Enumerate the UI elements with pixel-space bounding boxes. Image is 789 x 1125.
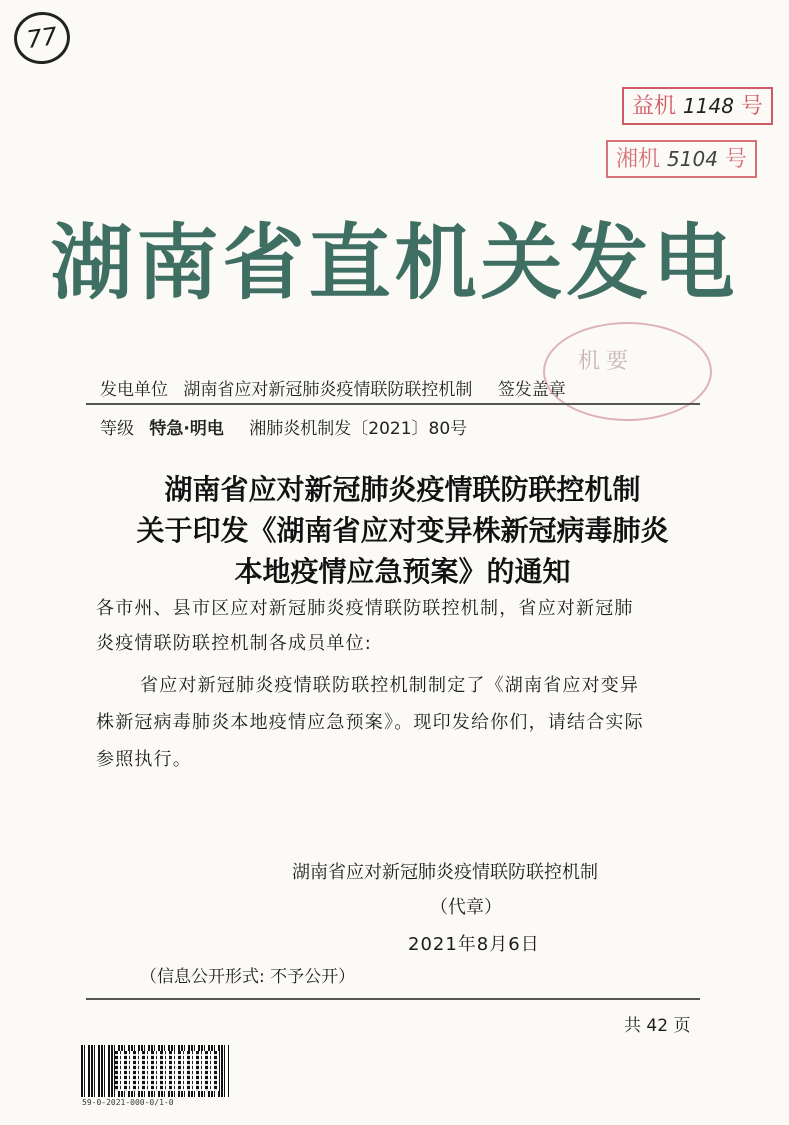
stamp-prefix: 湘机 bbox=[616, 147, 661, 172]
signature-org: 湖南省应对新冠肺炎疫情联防联控机制 bbox=[292, 862, 598, 883]
grade-level: 特急·明电 bbox=[149, 419, 224, 439]
stamp-number: 1148 bbox=[683, 94, 734, 118]
barcode-text: 59-0-2021-000-0/1-0 bbox=[82, 1098, 174, 1107]
grade-line bbox=[100, 414, 467, 439]
stamp-suffix: 号 bbox=[740, 94, 763, 119]
title-line-2: 关于印发《湖南省应对变异株新冠病毒肺炎 bbox=[136, 514, 669, 547]
body-line-2: 炎疫情联防联控机制各成员单位: bbox=[96, 633, 373, 654]
stamp-suffix: 号 bbox=[724, 147, 747, 172]
header-title: 湖南省直机关发电 bbox=[50, 216, 739, 311]
stamp-number: 5104 bbox=[667, 147, 718, 171]
doc-number: 湘肺炎机制发〔2021〕80号 bbox=[249, 419, 468, 439]
stamp-prefix: 益机 bbox=[632, 94, 677, 119]
title-line-1: 湖南省应对新冠肺炎疫情联防联控机制 bbox=[164, 473, 641, 506]
page-count: 共 42 页 bbox=[624, 1016, 691, 1036]
signature-seal-note: （代章） bbox=[430, 897, 502, 918]
barcode-icon bbox=[81, 1045, 229, 1097]
handwritten-number: 77 bbox=[11, 8, 74, 67]
sender-line bbox=[100, 375, 566, 400]
title-line-3: 本地疫情应急预案》的通知 bbox=[234, 555, 571, 588]
body-line-5: 参照执行。 bbox=[96, 749, 192, 770]
sender-org: 湖南省应对新冠肺炎疫情联防联控机制 bbox=[183, 380, 473, 400]
disclosure-note: （信息公开形式: 不予公开） bbox=[140, 967, 356, 987]
footer-divider bbox=[86, 998, 700, 1000]
signature-date: 2021年8月6日 bbox=[408, 934, 540, 955]
registration-stamp-2 bbox=[606, 140, 757, 178]
body-line-4: 株新冠病毒肺炎本地疫情应急预案》。现印发给你们，请结合实际 bbox=[96, 712, 644, 733]
grade-label: 等级 bbox=[100, 419, 134, 439]
body-line-3: 省应对新冠肺炎疫情联防联控机制制定了《湖南省应对变异 bbox=[140, 675, 640, 696]
sender-label: 发电单位 bbox=[100, 380, 168, 400]
sender-signoff: 签发盖章 bbox=[497, 380, 566, 400]
body-line-1: 各市州、县市区应对新冠肺炎疫情联防联控机制，省应对新冠肺 bbox=[96, 598, 634, 619]
registration-stamp-1 bbox=[622, 87, 773, 125]
seal-text: 机要 bbox=[578, 349, 635, 374]
divider-line bbox=[86, 403, 700, 405]
